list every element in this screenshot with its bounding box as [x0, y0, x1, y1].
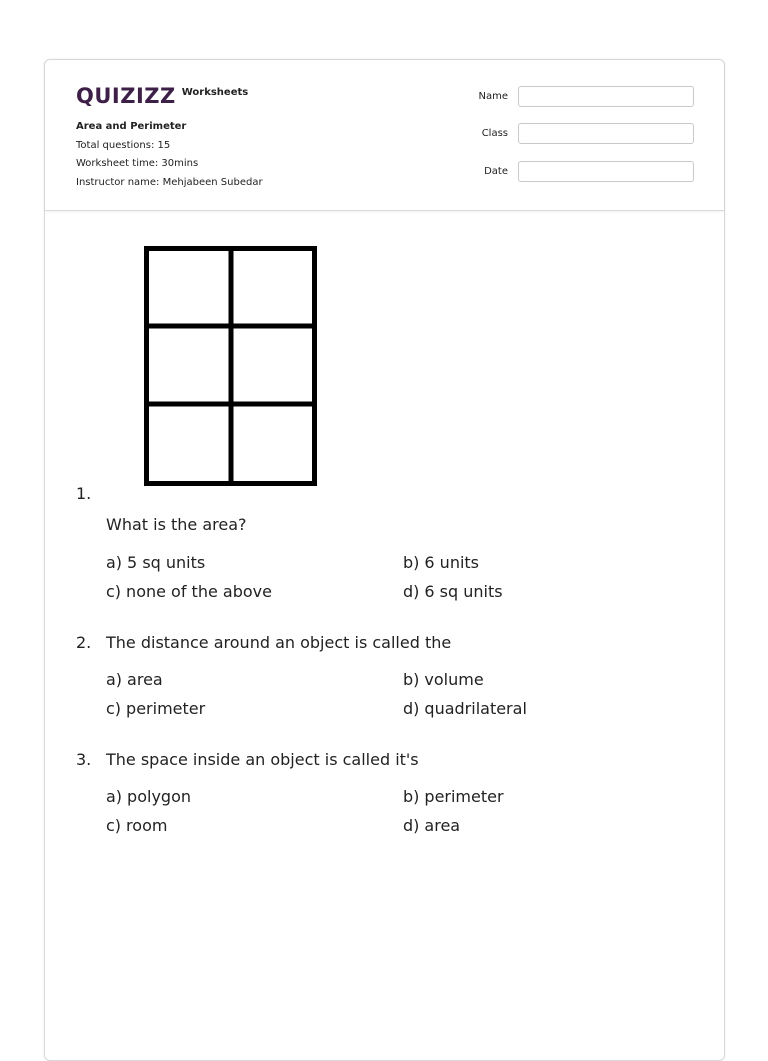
brand-subtitle: Worksheets: [181, 87, 249, 98]
option-letter: b): [403, 670, 420, 689]
option-letter: d): [403, 816, 420, 835]
option-letter: b): [403, 553, 420, 572]
date-label: Date: [484, 166, 508, 177]
option-letter: c): [106, 816, 122, 835]
option-d[interactable]: [403, 816, 460, 835]
option-c[interactable]: [106, 699, 205, 718]
brand-logo: [76, 80, 248, 108]
option-letter: d): [403, 582, 420, 601]
worksheet-time: Worksheet time: 30mins: [76, 158, 199, 169]
option-text: perimeter: [424, 787, 504, 806]
option-text: volume: [424, 670, 484, 689]
option-letter: c): [106, 699, 122, 718]
option-text: quadrilateral: [424, 699, 527, 718]
option-d[interactable]: [403, 699, 527, 718]
option-text: perimeter: [126, 699, 206, 718]
date-field-row: [448, 161, 694, 182]
class-label: Class: [481, 128, 508, 139]
question-stem: The distance around an object is called the: [106, 633, 452, 652]
option-letter: c): [106, 582, 122, 601]
option-letter: d): [403, 699, 420, 718]
name-input[interactable]: [518, 86, 694, 107]
option-a[interactable]: [106, 787, 191, 806]
name-label: Name: [478, 91, 508, 102]
question-number: 1.: [76, 484, 92, 503]
total-questions: Total questions: 15: [76, 139, 171, 151]
option-b[interactable]: [403, 553, 479, 572]
grid-3x2-icon: [144, 246, 318, 490]
option-text: 6 sq units: [424, 582, 503, 601]
option-text: polygon: [127, 787, 191, 806]
question-stem: The space inside an object is called it's: [106, 750, 419, 769]
date-input[interactable]: [518, 161, 694, 182]
option-letter: b): [403, 787, 420, 806]
option-a[interactable]: [106, 553, 205, 572]
brand-wordmark: QUIZIZZ: [76, 84, 176, 108]
option-c[interactable]: [106, 816, 167, 835]
option-text: none of the above: [126, 582, 272, 601]
question-number: 2.: [76, 633, 92, 652]
option-c[interactable]: [106, 582, 272, 601]
option-text: 5 sq units: [127, 553, 206, 572]
worksheet-page: [44, 59, 725, 1061]
worksheet-header: [45, 60, 724, 211]
option-d[interactable]: [403, 582, 503, 601]
option-a[interactable]: [106, 670, 163, 689]
class-input[interactable]: [518, 123, 694, 144]
option-letter: a): [106, 787, 123, 806]
question-stem: What is the area?: [106, 515, 247, 534]
option-b[interactable]: [403, 670, 484, 689]
option-letter: a): [106, 670, 123, 689]
option-letter: a): [106, 553, 123, 572]
question-number: 3.: [76, 750, 92, 769]
instructor-name: Instructor name: Mehjabeen Subedar: [76, 176, 263, 188]
option-text: area: [127, 670, 163, 689]
option-text: area: [424, 816, 461, 835]
worksheet-title: Area and Perimeter: [76, 121, 187, 132]
class-field-row: [448, 123, 694, 144]
option-text: room: [126, 816, 168, 835]
worksheet-meta: [76, 118, 263, 192]
option-b[interactable]: [403, 787, 504, 806]
grid-figure: [144, 246, 318, 486]
name-field-row: [448, 86, 694, 107]
option-text: 6 units: [424, 553, 480, 572]
